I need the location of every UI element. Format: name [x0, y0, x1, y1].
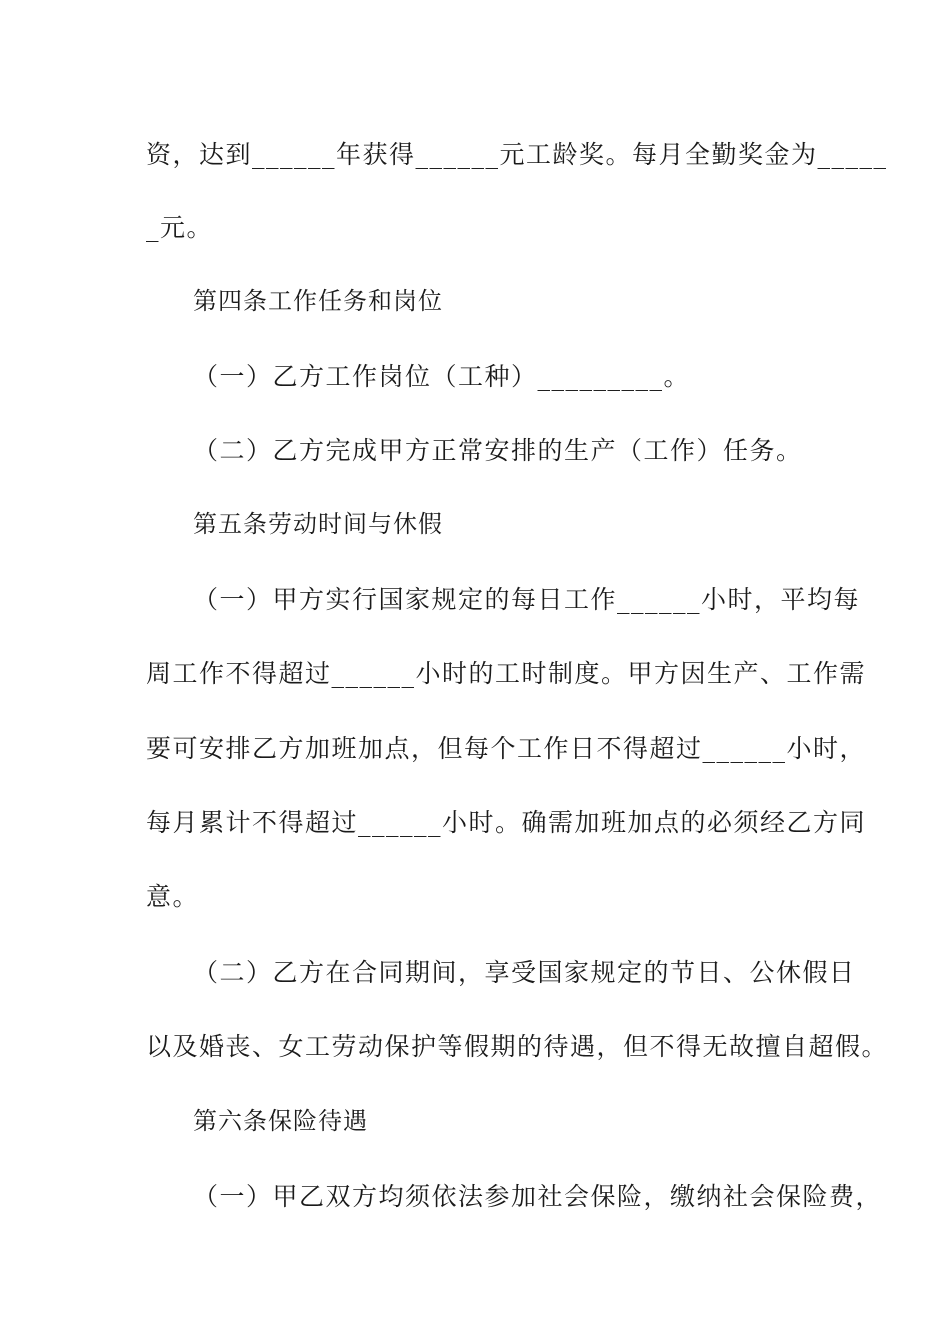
paragraph-line: （二）乙方在合同期间，享受国家规定的节日、公休假日: [193, 958, 856, 987]
paragraph-line: _元。: [146, 213, 214, 242]
paragraph-line: 资，达到______年获得______元工龄奖。每月全勤奖金为_____: [146, 140, 888, 169]
paragraph-line: 要可安排乙方加班加点，但每个工作日不得超过______小时，: [146, 734, 867, 763]
section-heading-6: 第六条保险待遇: [193, 1107, 368, 1135]
paragraph-line: 以及婚丧、女工劳动保护等假期的待遇，但不得无故擅自超假。: [146, 1032, 889, 1061]
section-heading-4: 第四条工作任务和岗位: [193, 287, 443, 315]
paragraph-line: 意。: [146, 882, 200, 911]
paragraph-line: （一）甲乙双方均须依法参加社会保险，缴纳社会保险费，: [193, 1182, 883, 1211]
paragraph-line: （一）乙方工作岗位（工种）_________。: [193, 362, 691, 391]
section-heading-5: 第五条劳动时间与休假: [193, 510, 443, 538]
paragraph-line: 周工作不得超过______小时的工时制度。甲方因生产、工作需: [146, 659, 867, 688]
paragraph-line: （一）甲方实行国家规定的每日工作______小时，平均每: [193, 585, 861, 614]
paragraph-line: 每月累计不得超过______小时。确需加班加点的必须经乙方同: [146, 808, 867, 837]
paragraph-line: （二）乙方完成甲方正常安排的生产（工作）任务。: [193, 436, 803, 465]
